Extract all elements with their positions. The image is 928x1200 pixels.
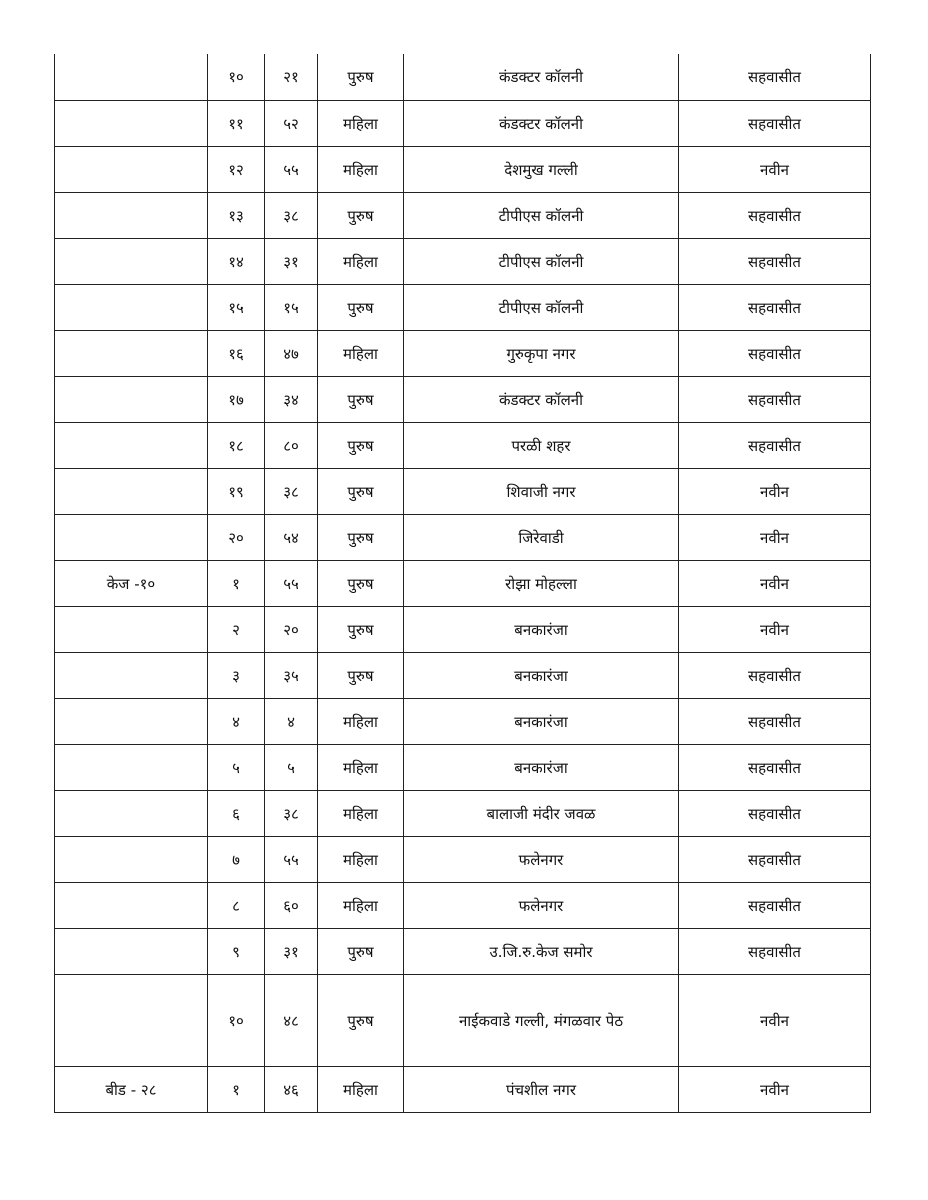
- cell-district: [55, 331, 208, 377]
- table-row: [55, 423, 871, 469]
- cell-district: [55, 883, 208, 929]
- table-row: [55, 331, 871, 377]
- cell-age: ४: [265, 699, 318, 745]
- cell-serial: २०: [208, 515, 265, 561]
- cell-category: सहवासीत: [679, 699, 871, 745]
- cell-gender: महिला: [318, 147, 404, 193]
- cell-district: [55, 239, 208, 285]
- cell-category: नवीन: [679, 607, 871, 653]
- cell-serial: १७: [208, 377, 265, 423]
- cell-address: फलेनगर: [404, 837, 679, 883]
- cell-gender: महिला: [318, 331, 404, 377]
- cell-gender: पुरुष: [318, 54, 404, 101]
- cell-district: [55, 791, 208, 837]
- cell-district: बीड - २८: [55, 1067, 208, 1113]
- cell-category: सहवासीत: [679, 929, 871, 975]
- cell-serial: १५: [208, 285, 265, 331]
- cell-category: नवीन: [679, 515, 871, 561]
- table-row: [55, 607, 871, 653]
- cell-serial: १२: [208, 147, 265, 193]
- cell-district: [55, 423, 208, 469]
- cell-serial: १८: [208, 423, 265, 469]
- cell-age: ३८: [265, 791, 318, 837]
- table-row: [55, 699, 871, 745]
- cell-category: नवीन: [679, 975, 871, 1067]
- table-row: [55, 377, 871, 423]
- cell-address: परळी शहर: [404, 423, 679, 469]
- table-row: [55, 54, 871, 101]
- cell-gender: महिला: [318, 745, 404, 791]
- cell-age: ३८: [265, 469, 318, 515]
- cell-gender: महिला: [318, 699, 404, 745]
- cell-gender: पुरुष: [318, 469, 404, 515]
- table-row: [55, 561, 871, 607]
- cell-district: [55, 837, 208, 883]
- cell-serial: १६: [208, 331, 265, 377]
- cell-gender: पुरुष: [318, 377, 404, 423]
- cell-district: [55, 975, 208, 1067]
- cell-category: नवीन: [679, 147, 871, 193]
- cell-address: बनकारंजा: [404, 699, 679, 745]
- cell-age: ५५: [265, 561, 318, 607]
- cell-district: [55, 147, 208, 193]
- cell-category: सहवासीत: [679, 653, 871, 699]
- cell-category: सहवासीत: [679, 837, 871, 883]
- cell-gender: पुरुष: [318, 193, 404, 239]
- cell-district: [55, 607, 208, 653]
- cell-category: सहवासीत: [679, 423, 871, 469]
- cell-gender: पुरुष: [318, 653, 404, 699]
- cell-address: पंचशील नगर: [404, 1067, 679, 1113]
- cell-district: [55, 745, 208, 791]
- cell-category: सहवासीत: [679, 883, 871, 929]
- cell-address: टीपीएस कॉलनी: [404, 239, 679, 285]
- cell-age: १५: [265, 285, 318, 331]
- cell-district: [55, 469, 208, 515]
- cell-address: कंडक्टर कॉलनी: [404, 54, 679, 101]
- cell-gender: महिला: [318, 837, 404, 883]
- cell-age: ३१: [265, 239, 318, 285]
- cell-age: ६०: [265, 883, 318, 929]
- table-row: [55, 147, 871, 193]
- cell-category: सहवासीत: [679, 331, 871, 377]
- cell-address: उ.जि.रु.केज समोर: [404, 929, 679, 975]
- cell-gender: महिला: [318, 101, 404, 147]
- cell-serial: १०: [208, 975, 265, 1067]
- cell-address: टीपीएस कॉलनी: [404, 285, 679, 331]
- cell-category: नवीन: [679, 561, 871, 607]
- cell-address: नाईकवाडे गल्ली, मंगळवार पेठ: [404, 975, 679, 1067]
- cell-district: [55, 101, 208, 147]
- cell-serial: १: [208, 1067, 265, 1113]
- cell-serial: ४: [208, 699, 265, 745]
- table-row: [55, 515, 871, 561]
- cell-address: शिवाजी नगर: [404, 469, 679, 515]
- cell-district: [55, 699, 208, 745]
- cell-gender: महिला: [318, 1067, 404, 1113]
- cell-gender: महिला: [318, 883, 404, 929]
- cell-age: ५५: [265, 837, 318, 883]
- cell-age: ३१: [265, 929, 318, 975]
- cell-age: २१: [265, 54, 318, 101]
- table-row: [55, 883, 871, 929]
- table-row: [55, 193, 871, 239]
- cell-gender: पुरुष: [318, 929, 404, 975]
- cell-district: [55, 515, 208, 561]
- cell-serial: ७: [208, 837, 265, 883]
- cell-age: ८०: [265, 423, 318, 469]
- cell-address: गुरुकृपा नगर: [404, 331, 679, 377]
- table-row: [55, 791, 871, 837]
- table-row: [55, 285, 871, 331]
- cell-category: नवीन: [679, 1067, 871, 1113]
- cell-serial: ३: [208, 653, 265, 699]
- table-row: [55, 975, 871, 1067]
- cell-serial: २: [208, 607, 265, 653]
- cell-serial: ११: [208, 101, 265, 147]
- cell-address: बालाजी मंदीर जवळ: [404, 791, 679, 837]
- table-row: [55, 239, 871, 285]
- cell-gender: पुरुष: [318, 607, 404, 653]
- table-row: [55, 469, 871, 515]
- cell-category: सहवासीत: [679, 745, 871, 791]
- table-row: [55, 837, 871, 883]
- table-row: [55, 101, 871, 147]
- cell-age: ५: [265, 745, 318, 791]
- table-row: [55, 929, 871, 975]
- table-row: [55, 653, 871, 699]
- cell-serial: ९: [208, 929, 265, 975]
- cell-address: बनकारंजा: [404, 607, 679, 653]
- cell-address: बनकारंजा: [404, 653, 679, 699]
- cell-category: सहवासीत: [679, 377, 871, 423]
- cell-category: सहवासीत: [679, 54, 871, 101]
- cell-category: सहवासीत: [679, 791, 871, 837]
- cell-serial: १०: [208, 54, 265, 101]
- cell-address: देशमुख गल्ली: [404, 147, 679, 193]
- cell-category: सहवासीत: [679, 101, 871, 147]
- cell-age: २०: [265, 607, 318, 653]
- cell-category: नवीन: [679, 469, 871, 515]
- cell-age: ५२: [265, 101, 318, 147]
- cell-district: [55, 929, 208, 975]
- cell-district: [55, 285, 208, 331]
- cell-address: टीपीएस कॉलनी: [404, 193, 679, 239]
- cell-address: रोझा मोहल्ला: [404, 561, 679, 607]
- cell-gender: पुरुष: [318, 561, 404, 607]
- cell-age: ५५: [265, 147, 318, 193]
- cell-age: ५४: [265, 515, 318, 561]
- cell-age: ४७: [265, 331, 318, 377]
- cell-category: सहवासीत: [679, 285, 871, 331]
- cell-district: [55, 377, 208, 423]
- cell-serial: ६: [208, 791, 265, 837]
- cell-gender: पुरुष: [318, 515, 404, 561]
- cell-district: [55, 653, 208, 699]
- cell-category: सहवासीत: [679, 193, 871, 239]
- cell-serial: १९: [208, 469, 265, 515]
- cell-age: ३८: [265, 193, 318, 239]
- cell-gender: पुरुष: [318, 975, 404, 1067]
- cell-age: ३४: [265, 377, 318, 423]
- cell-address: जिरेवाडी: [404, 515, 679, 561]
- cell-gender: महिला: [318, 791, 404, 837]
- cell-category: सहवासीत: [679, 239, 871, 285]
- cell-age: ४८: [265, 975, 318, 1067]
- cell-serial: १३: [208, 193, 265, 239]
- patient-table-body: [55, 54, 871, 1113]
- table-row: [55, 745, 871, 791]
- cell-address: फलेनगर: [404, 883, 679, 929]
- cell-district: [55, 193, 208, 239]
- cell-district: केज -१०: [55, 561, 208, 607]
- cell-serial: १: [208, 561, 265, 607]
- cell-address: कंडक्टर कॉलनी: [404, 101, 679, 147]
- cell-age: ३५: [265, 653, 318, 699]
- cell-serial: १४: [208, 239, 265, 285]
- patient-table: [54, 54, 871, 1113]
- cell-gender: महिला: [318, 239, 404, 285]
- cell-age: ४६: [265, 1067, 318, 1113]
- table-row: [55, 1067, 871, 1113]
- cell-district: [55, 54, 208, 101]
- cell-serial: ५: [208, 745, 265, 791]
- cell-gender: पुरुष: [318, 285, 404, 331]
- cell-gender: पुरुष: [318, 423, 404, 469]
- cell-address: कंडक्टर कॉलनी: [404, 377, 679, 423]
- cell-serial: ८: [208, 883, 265, 929]
- cell-address: बनकारंजा: [404, 745, 679, 791]
